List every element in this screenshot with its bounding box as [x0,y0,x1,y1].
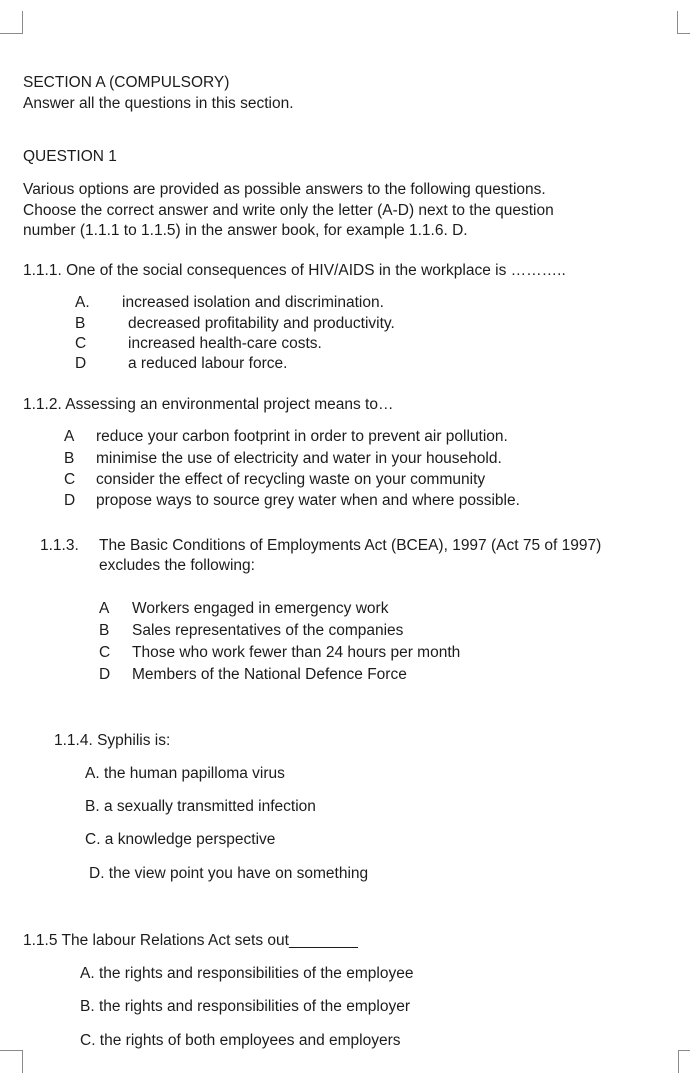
option-letter: B [75,315,86,332]
crop-mark-bottom-left [0,1050,23,1073]
crop-mark-top-left [0,11,23,34]
option-text: a reduced labour force. [128,355,288,372]
option-letter: C [75,335,87,352]
instruction-line: Choose the correct answer and write only the letter (A-D) next to the question [23,202,554,219]
option-letter: A [64,428,75,445]
option-text: increased isolation and discrimination. [122,294,384,311]
question-number-1-1-3: 1.1.3. [40,537,79,554]
crop-mark-bottom-right [678,1050,690,1073]
option-letter: D [99,666,111,683]
option-letter: B [99,622,110,639]
option-letter: B [64,450,75,467]
option-line: B. a sexually transmitted infection [85,798,316,815]
option-text: propose ways to source grey water when and where possible. [96,492,520,509]
option-letter: C [99,644,111,661]
question-stem-1-1-1: 1.1.1. One of the social consequences of HIV/AIDS in the workplace is ……….. [23,262,566,279]
option-text: Members of the National Defence Force [132,666,407,683]
option-text: consider the effect of recycling waste on your community [96,471,486,488]
question-heading: QUESTION 1 [23,148,117,165]
question-stem-1-1-5: 1.1.5 The labour Relations Act sets out________ [23,932,358,949]
crop-mark-top-right [677,11,690,34]
option-letter: C [64,471,76,488]
option-text: decreased profitability and productivity. [128,315,395,332]
option-letter: A [99,600,110,617]
option-letter: D [64,492,76,509]
option-letter: A. [75,294,90,311]
question-stem-1-1-2: 1.1.2. Assessing an environmental project means to… [23,396,394,413]
option-text: Sales representatives of the companies [132,622,404,639]
instruction-line: number (1.1.1 to 1.1.5) in the answer book, for example 1.1.6. D. [23,222,468,239]
option-text: Those who work fewer than 24 hours per month [132,644,461,661]
option-line: C. a knowledge perspective [85,831,276,848]
instruction-line: Various options are provided as possible answers to the following questions. [23,181,546,198]
option-line: A. the human papilloma virus [85,765,285,782]
question-stem-1-1-3-cont: excludes the following: [99,557,255,574]
option-line: D. the view point you have on something [89,865,369,882]
option-text: reduce your carbon footprint in order to prevent air pollution. [96,428,508,445]
option-text: increased health-care costs. [128,335,322,352]
section-subtitle: Answer all the questions in this section. [23,95,294,112]
option-text: Workers engaged in emergency work [132,600,389,617]
option-text: minimise the use of electricity and water in your household. [96,450,502,467]
option-line: B. the rights and responsibilities of the employer [80,998,410,1015]
option-letter: D [75,355,87,372]
option-line: A. the rights and responsibilities of the employee [80,965,414,982]
question-stem-1-1-3: The Basic Conditions of Employments Act (BCEA), 1997 (Act 75 of 1997) [99,537,602,554]
option-line: C. the rights of both employees and employers [80,1032,401,1049]
question-stem-1-1-4: 1.1.4. Syphilis is: [54,732,171,749]
section-title: SECTION A (COMPULSORY) [23,74,230,91]
